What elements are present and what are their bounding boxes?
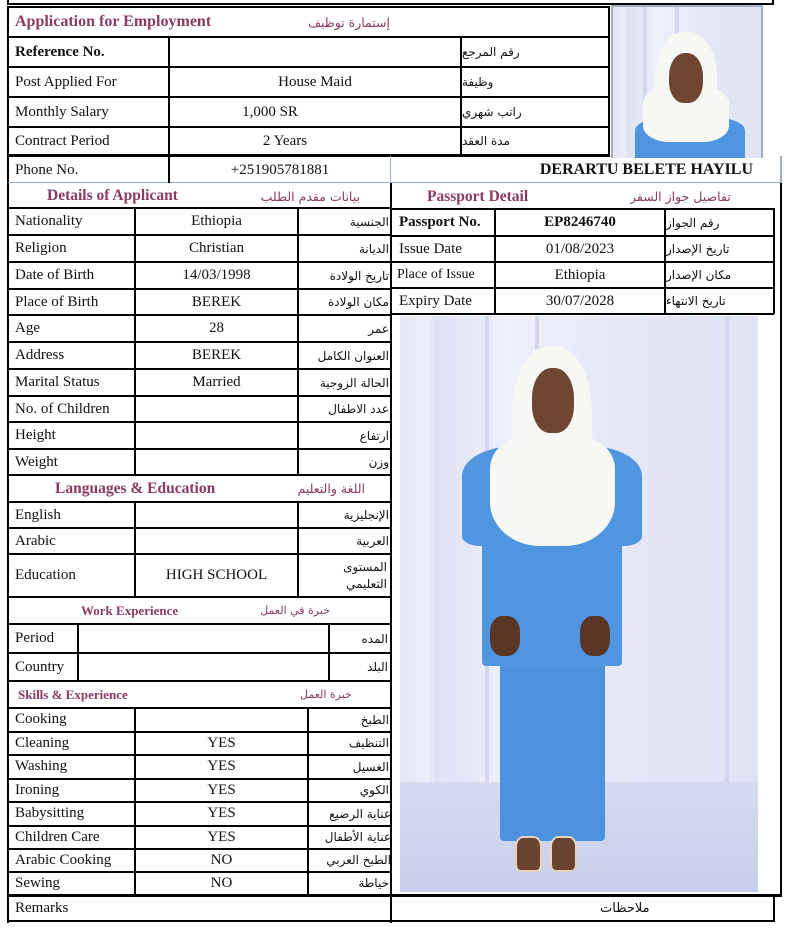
age-label: Age (15, 320, 40, 336)
place-of-issue-value: Ethiopia (554, 266, 606, 283)
religion-label-ar: الديانة (358, 241, 389, 256)
skill-children-care-value: YES (207, 828, 236, 845)
place-of-birth-label-ar: مكان الولادة (327, 295, 389, 309)
applicant-header-ar: بيانات مقدم الطلب (260, 188, 360, 204)
dob-label-ar: تاريخ الولادة (329, 268, 389, 283)
skills-header-ar: خبرة العمل (300, 688, 352, 701)
period-label-ar: المده (361, 631, 388, 646)
arabic-label: Arabic (15, 532, 56, 549)
skill-ironing-label-ar: الكوي (359, 783, 389, 797)
arabic-value (136, 529, 297, 553)
country-value (79, 654, 328, 680)
contract-period-label-ar: مدة العقد (462, 134, 510, 148)
skill-arabic-cooking-value: NO (210, 851, 233, 868)
religion-value: Christian (189, 240, 244, 256)
age-value: 28 (209, 320, 224, 336)
education-label-ar: المستوى التعليمي (343, 559, 387, 591)
issue-date-value: 01/08/2023 (545, 240, 615, 257)
address-value: BEREK (191, 347, 242, 363)
skill-babysitting-value: YES (207, 805, 236, 821)
expiry-date-label: Expiry Date (399, 292, 472, 309)
skill-babysitting-label-ar: عناية الرضيع (329, 806, 391, 821)
place-of-issue-label: Place of Issue (397, 267, 475, 282)
remarks-label: Remarks (15, 900, 69, 916)
phone-value: +251905781881 (230, 161, 330, 178)
skills-header-en: Skills & Experience (18, 686, 128, 702)
issue-date-label-ar: تاريخ الإصدار (666, 242, 730, 256)
place-of-issue-label-ar: مكان الإصدار (666, 268, 732, 282)
skill-cleaning-label: Cleaning (15, 734, 70, 751)
passport-no-label-ar: رقم الجواز (666, 215, 720, 230)
skill-cleaning-label-ar: التنظيف (348, 736, 389, 750)
skill-sewing-label: Sewing (15, 874, 60, 891)
passport-no-label: Passport No. (399, 214, 481, 230)
reference-no-label: Reference No. (15, 43, 105, 60)
marital-status-label: Marital Status (15, 374, 100, 390)
children-label-ar: عدد الاطفال (328, 402, 389, 416)
skill-cooking-value (136, 708, 307, 731)
nationality-label: Nationality (15, 213, 83, 229)
skill-sewing-value: NO (210, 874, 233, 891)
weight-label-ar: وزن (368, 455, 389, 469)
period-label: Period (15, 630, 55, 646)
skill-babysitting-label: Babysitting (15, 805, 85, 821)
full-body-photo (400, 316, 758, 892)
country-label: Country (15, 658, 65, 675)
skill-cooking-label: Cooking (15, 711, 67, 727)
marital-status-value: Married (192, 374, 241, 390)
height-label: Height (15, 427, 56, 443)
english-label: English (15, 506, 61, 523)
skill-cooking-label-ar: الطبخ (360, 712, 389, 727)
monthly-salary-value: 1,000 SR (242, 103, 298, 120)
reference-no-value (170, 38, 460, 66)
address-label-ar: العنوان الكامل (317, 348, 389, 363)
work-header-en: Work Experience (81, 602, 179, 618)
education-value: HIGH SCHOOL (165, 567, 268, 583)
languages-header-en: Languages & Education (55, 479, 216, 497)
period-value (79, 625, 328, 652)
nationality-value: Ethiopia (191, 213, 242, 229)
skill-children-care-label: Children Care (15, 828, 100, 845)
passport-header-ar: تفاصيل جواز السفر (630, 189, 731, 204)
monthly-salary-label: Monthly Salary (15, 103, 109, 120)
age-label-ar: عمر (368, 321, 389, 336)
post-applied-value: House Maid (278, 73, 352, 90)
work-header-ar: خبرة في العمل (260, 604, 330, 617)
address-label: Address (15, 347, 65, 363)
place-of-birth-value: BEREK (191, 293, 242, 310)
children-value (136, 397, 297, 421)
nationality-label-ar: الجنسية (349, 214, 389, 229)
portrait-photo (611, 5, 763, 158)
weight-value (136, 450, 297, 474)
skill-sewing-label-ar: خياطة (358, 876, 389, 890)
skill-washing-label: Washing (15, 758, 68, 774)
height-value (136, 423, 297, 448)
passport-header-en: Passport Detail (427, 187, 529, 205)
dob-label: Date of Birth (15, 267, 95, 283)
place-of-birth-label: Place of Birth (15, 293, 99, 310)
skill-ironing-label: Ironing (15, 781, 60, 798)
expiry-date-value: 30/07/2028 (545, 292, 615, 309)
dob-value: 14/03/1998 (182, 267, 251, 283)
applicant-name: DERARTU BELETE HAYILU (539, 161, 753, 178)
english-value (136, 503, 297, 527)
form-title-ar: إستمارة توظيف (308, 14, 390, 30)
weight-label: Weight (15, 453, 58, 470)
skill-children-care-label-ar: عناية الأطفال (324, 830, 391, 844)
arabic-label-ar: العربية (356, 534, 389, 548)
skill-arabic-cooking-label-ar: الطبخ العربي (326, 853, 391, 867)
marital-status-label-ar: الحالة الزوجية (319, 375, 389, 390)
skill-cleaning-value: YES (207, 734, 236, 751)
skill-arabic-cooking-label: Arabic Cooking (15, 851, 112, 868)
post-applied-label-ar: وظيفة (462, 75, 494, 89)
contract-period-label: Contract Period (15, 132, 110, 149)
country-label-ar: البلد (367, 660, 388, 674)
passport-no-value: EP8246740 (544, 214, 616, 230)
children-label: No. of Children (15, 400, 110, 417)
education-label: Education (15, 567, 76, 583)
english-label-ar: الإنجليزية (343, 508, 389, 522)
reference-no-label-ar: رقم المرجع (462, 45, 520, 59)
form-title-en: Application for Employment (15, 13, 212, 30)
issue-date-label: Issue Date (399, 240, 462, 257)
religion-label: Religion (15, 240, 67, 256)
monthly-salary-label-ar: راتب شهري (462, 105, 522, 119)
contract-period-value: 2 Years (262, 132, 308, 149)
skill-washing-label-ar: الغسيل (352, 759, 389, 774)
skill-ironing-value: YES (207, 781, 236, 798)
height-label-ar: ارتفاع (359, 428, 389, 443)
expiry-date-label-ar: تاريخ الانتهاء (666, 294, 726, 308)
post-applied-label: Post Applied For (15, 73, 117, 90)
skill-washing-value: YES (207, 758, 236, 774)
languages-header-ar: اللغة والتعليم (297, 481, 365, 496)
remarks-label-ar: ملاحظات (600, 901, 650, 916)
applicant-header-en: Details of Applicant (47, 187, 178, 204)
phone-label: Phone No. (15, 161, 79, 178)
